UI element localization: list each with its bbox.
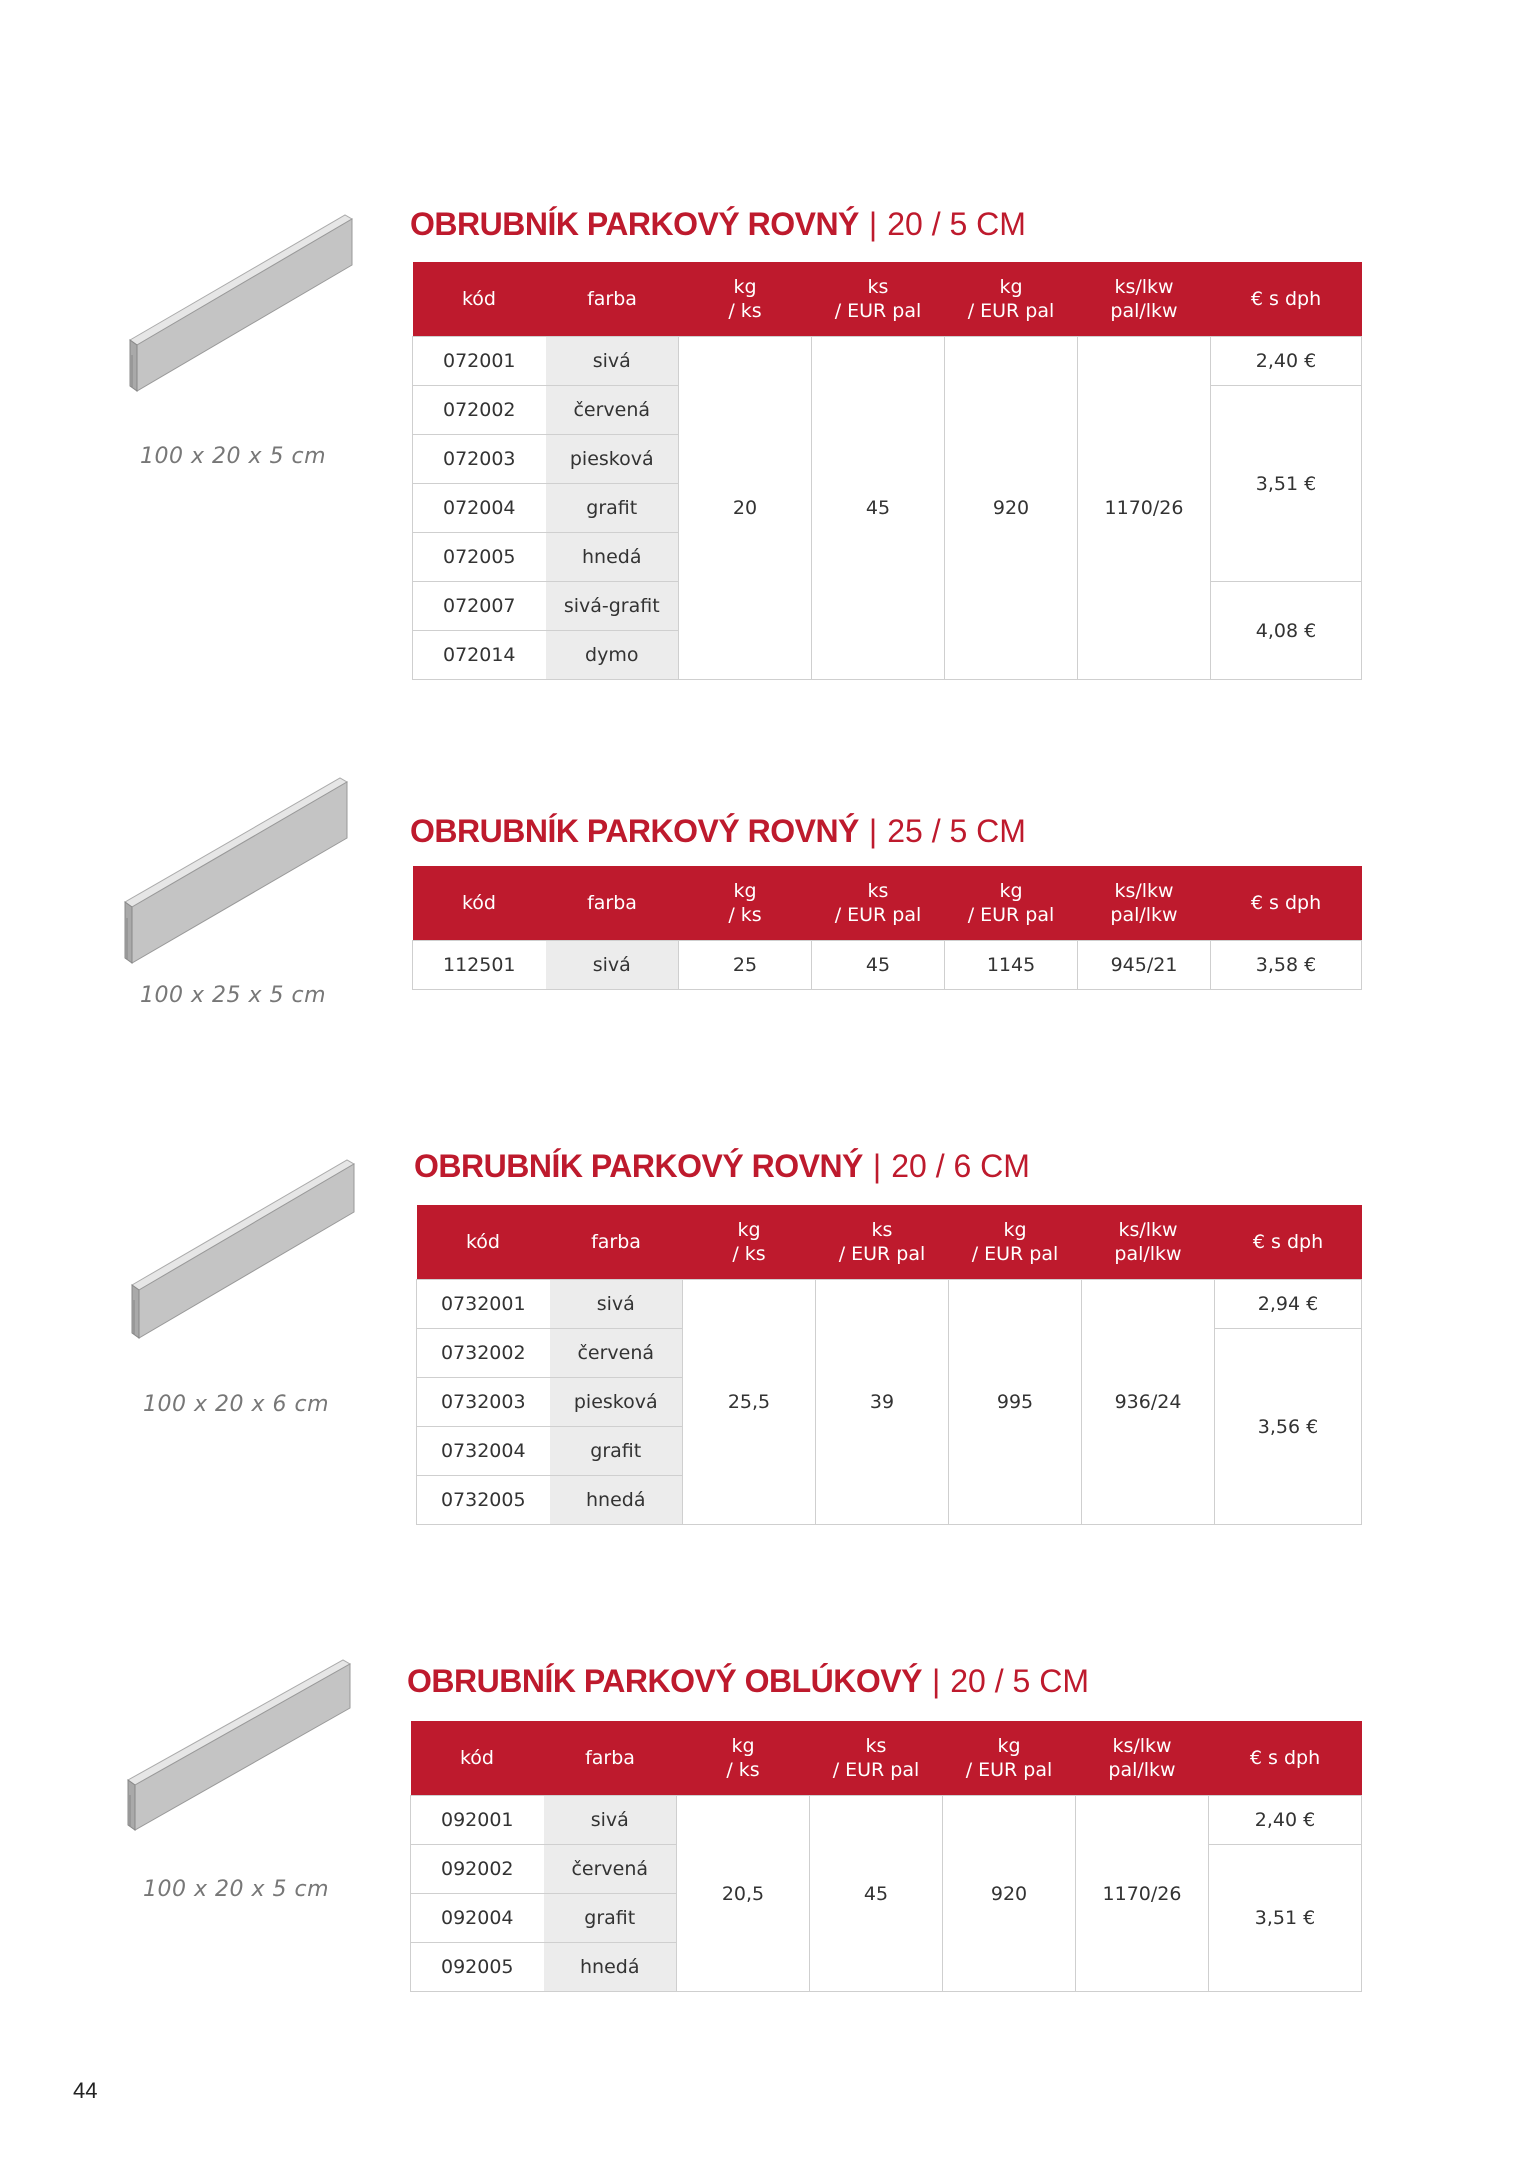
- cell-kod: 072004: [413, 484, 546, 533]
- title-name: OBRUBNÍK PARKOVÝ OBLÚKOVÝ: [407, 1663, 922, 1699]
- cell-farba: dymo: [546, 631, 679, 680]
- header-line: / ks: [728, 904, 762, 926]
- header-line: / ks: [728, 300, 762, 322]
- header-line: ks/lkw: [1118, 1219, 1178, 1241]
- header-line: pal/lkw: [1110, 904, 1178, 926]
- cell-kod: 072002: [413, 386, 546, 435]
- header-farba: farba: [544, 1721, 677, 1796]
- price-table: [412, 262, 1362, 680]
- cell-farba: grafit: [544, 1894, 677, 1943]
- cell-price: 3,51 €: [1211, 386, 1362, 582]
- header-line: / EUR pal: [965, 1759, 1053, 1781]
- header-ks-lkw: [1078, 262, 1211, 337]
- cell-kg-eur-pal: 920: [943, 1796, 1076, 1992]
- cell-kod: 112501: [413, 941, 546, 990]
- cell-ks-eur-pal: 39: [816, 1280, 949, 1525]
- cell-kg-ks: 25,5: [683, 1280, 816, 1525]
- cell-farba: sivá: [546, 337, 679, 386]
- cell-kod: 0732004: [417, 1427, 550, 1476]
- header-price: € s dph: [1211, 262, 1362, 337]
- cell-farba: červená: [544, 1845, 677, 1894]
- cell-kod: 092001: [411, 1796, 544, 1845]
- header-kg-eur: [949, 1205, 1082, 1280]
- header-kod: kód: [411, 1721, 544, 1796]
- cell-ks-lkw: 945/21: [1078, 941, 1211, 990]
- title-name: OBRUBNÍK PARKOVÝ ROVNÝ: [410, 206, 859, 242]
- header-ks-eur: [810, 1721, 943, 1796]
- section-title: [414, 1148, 1030, 1185]
- cell-kg-eur-pal: 995: [949, 1280, 1082, 1525]
- cell-farba: sivá: [544, 1796, 677, 1845]
- cell-farba: grafit: [546, 484, 679, 533]
- title-size: 25 / 5 CM: [887, 813, 1026, 849]
- header-line: ks: [867, 276, 889, 298]
- header-kg-ks: [679, 262, 812, 337]
- header-line: kg: [733, 880, 757, 902]
- cell-farba: grafit: [550, 1427, 683, 1476]
- page-number: 44: [73, 2078, 98, 2103]
- section-title: [410, 813, 1026, 850]
- header-line: pal/lkw: [1114, 1243, 1182, 1265]
- table-header-row: [417, 1205, 1362, 1280]
- table-row: [413, 337, 1362, 386]
- dimensions-label: 100 x 20 x 5 cm: [143, 1877, 330, 1902]
- cell-kod: 072003: [413, 435, 546, 484]
- curb-stone-image: [115, 770, 360, 975]
- price-table: [416, 1205, 1362, 1525]
- curb-stone-image: [120, 205, 365, 405]
- header-line: / EUR pal: [967, 904, 1055, 926]
- cell-kod: 092002: [411, 1845, 544, 1894]
- header-line: kg: [737, 1219, 761, 1241]
- table-row: [411, 1796, 1362, 1845]
- cell-kod: 0732001: [417, 1280, 550, 1329]
- header-line: ks: [867, 880, 889, 902]
- cell-kg-ks: 20,5: [677, 1796, 810, 1992]
- header-kg-eur: [945, 866, 1078, 941]
- title-size: 20 / 5 CM: [887, 206, 1026, 242]
- cell-farba: hnedá: [550, 1476, 683, 1525]
- cell-kod: 072014: [413, 631, 546, 680]
- header-kg-eur: [943, 1721, 1076, 1796]
- price-table: [410, 1721, 1362, 1992]
- cell-kod: 072005: [413, 533, 546, 582]
- header-line: kg: [1003, 1219, 1027, 1241]
- header-line: / ks: [732, 1243, 766, 1265]
- cell-price: 2,40 €: [1209, 1796, 1362, 1845]
- cell-price: 4,08 €: [1211, 582, 1362, 680]
- dimensions-label: 100 x 25 x 5 cm: [140, 983, 327, 1008]
- header-price: € s dph: [1209, 1721, 1362, 1796]
- cell-ks-lkw: 936/24: [1082, 1280, 1215, 1525]
- header-line: / EUR pal: [838, 1243, 926, 1265]
- cell-ks-lkw: 1170/26: [1076, 1796, 1209, 1992]
- header-line: / ks: [726, 1759, 760, 1781]
- header-price: € s dph: [1215, 1205, 1362, 1280]
- header-line: / EUR pal: [971, 1243, 1059, 1265]
- header-line: ks: [865, 1735, 887, 1757]
- title-separator: |: [868, 813, 878, 849]
- header-farba: farba: [546, 262, 679, 337]
- table-row: [413, 941, 1362, 990]
- curb-stone-image: [118, 1650, 363, 1850]
- header-price: € s dph: [1211, 866, 1362, 941]
- cell-kg-eur-pal: 1145: [945, 941, 1078, 990]
- header-kod: kód: [417, 1205, 550, 1280]
- header-farba: farba: [550, 1205, 683, 1280]
- cell-price: 3,56 €: [1215, 1329, 1362, 1525]
- dimensions-label: 100 x 20 x 6 cm: [143, 1392, 330, 1417]
- cell-kg-eur-pal: 920: [945, 337, 1078, 680]
- cell-kod: 0732002: [417, 1329, 550, 1378]
- header-line: / EUR pal: [834, 300, 922, 322]
- cell-farba: piesková: [546, 435, 679, 484]
- header-line: / EUR pal: [834, 904, 922, 926]
- cell-kg-ks: 20: [679, 337, 812, 680]
- cell-ks-eur-pal: 45: [812, 337, 945, 680]
- title-separator: |: [931, 1663, 941, 1699]
- cell-kod: 092004: [411, 1894, 544, 1943]
- header-kod: kód: [413, 866, 546, 941]
- header-line: kg: [999, 276, 1023, 298]
- title-name: OBRUBNÍK PARKOVÝ ROVNÝ: [410, 813, 859, 849]
- cell-farba: červená: [546, 386, 679, 435]
- price-table: [412, 866, 1362, 990]
- cell-farba: sivá: [546, 941, 679, 990]
- header-line: ks/lkw: [1114, 276, 1174, 298]
- header-line: kg: [733, 276, 757, 298]
- title-size: 20 / 5 CM: [950, 1663, 1089, 1699]
- cell-kod: 092005: [411, 1943, 544, 1992]
- header-ks-lkw: [1076, 1721, 1209, 1796]
- cell-ks-eur-pal: 45: [810, 1796, 943, 1992]
- header-line: kg: [999, 880, 1023, 902]
- header-ks-lkw: [1082, 1205, 1215, 1280]
- dimensions-label: 100 x 20 x 5 cm: [140, 444, 327, 469]
- header-line: kg: [997, 1735, 1021, 1757]
- title-size: 20 / 6 CM: [891, 1148, 1030, 1184]
- cell-ks-eur-pal: 45: [812, 941, 945, 990]
- header-line: / EUR pal: [967, 300, 1055, 322]
- table-header-row: [411, 1721, 1362, 1796]
- cell-farba: sivá: [550, 1280, 683, 1329]
- header-kg-ks: [679, 866, 812, 941]
- section-title: [410, 206, 1026, 243]
- curb-stone-image: [122, 1150, 367, 1350]
- section-title: [407, 1663, 1089, 1700]
- header-line: / EUR pal: [832, 1759, 920, 1781]
- header-kg-ks: [683, 1205, 816, 1280]
- title-separator: |: [868, 206, 878, 242]
- cell-price: 3,58 €: [1211, 941, 1362, 990]
- cell-kg-ks: 25: [679, 941, 812, 990]
- header-kod: kód: [413, 262, 546, 337]
- header-ks-eur: [812, 262, 945, 337]
- cell-farba: sivá-grafit: [546, 582, 679, 631]
- cell-farba: červená: [550, 1329, 683, 1378]
- cell-kod: 072007: [413, 582, 546, 631]
- cell-price: 2,40 €: [1211, 337, 1362, 386]
- header-ks-eur: [816, 1205, 949, 1280]
- header-line: pal/lkw: [1110, 300, 1178, 322]
- header-kg-ks: [677, 1721, 810, 1796]
- header-line: kg: [731, 1735, 755, 1757]
- cell-price: 2,94 €: [1215, 1280, 1362, 1329]
- table-row: [417, 1280, 1362, 1329]
- header-farba: farba: [546, 866, 679, 941]
- title-separator: |: [872, 1148, 882, 1184]
- cell-price: 3,51 €: [1209, 1845, 1362, 1992]
- header-ks-eur: [812, 866, 945, 941]
- table-header-row: [413, 866, 1362, 941]
- header-line: pal/lkw: [1108, 1759, 1176, 1781]
- table-header-row: [413, 262, 1362, 337]
- header-line: ks/lkw: [1112, 1735, 1172, 1757]
- cell-kod: 0732005: [417, 1476, 550, 1525]
- header-line: ks: [871, 1219, 893, 1241]
- header-ks-lkw: [1078, 866, 1211, 941]
- cell-farba: piesková: [550, 1378, 683, 1427]
- cell-kod: 0732003: [417, 1378, 550, 1427]
- cell-kod: 072001: [413, 337, 546, 386]
- cell-farba: hnedá: [546, 533, 679, 582]
- cell-ks-lkw: 1170/26: [1078, 337, 1211, 680]
- cell-farba: hnedá: [544, 1943, 677, 1992]
- header-kg-eur: [945, 262, 1078, 337]
- header-line: ks/lkw: [1114, 880, 1174, 902]
- title-name: OBRUBNÍK PARKOVÝ ROVNÝ: [414, 1148, 863, 1184]
